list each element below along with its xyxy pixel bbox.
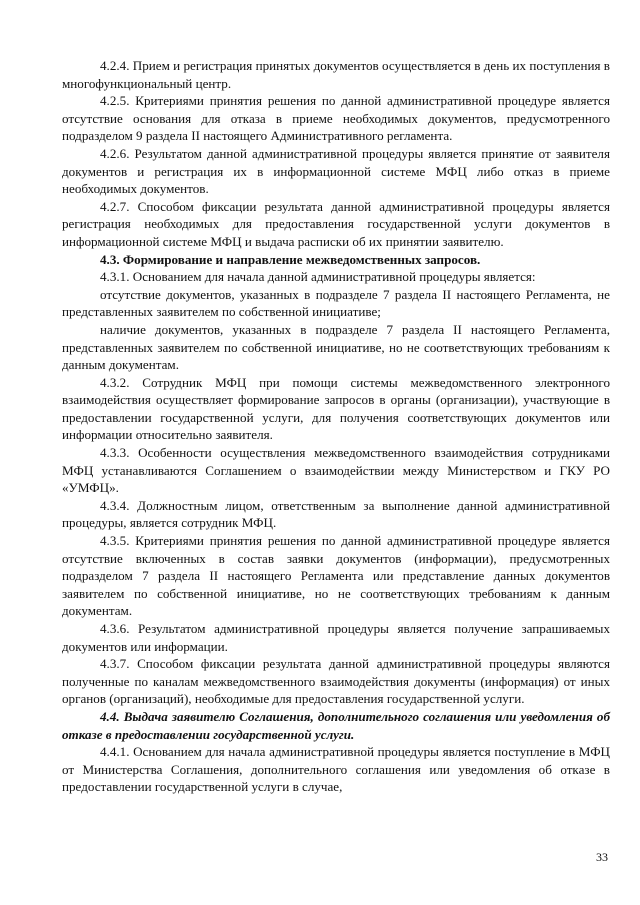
document-page xyxy=(62,57,610,796)
paragraph: 4.3.2. Сотрудник МФЦ при помощи системы межведомственного электронного взаимодействия осуществляет формирование запросов в органы (организации), участвующие в предоставлении государственной услуги, для получения соответствующих документов или информации относительно заявителя. xyxy=(62,374,610,443)
paragraph: 4.3.7. Способом фиксации результата данной административной процедуры являются полученные по каналам межведомственного взаимодействия документы (информация) от иных органов (организаций), необходимые для предоставления государственной услуги. xyxy=(62,656,610,707)
paragraph: 4.3.4. Должностным лицом, ответственным за выполнение данной административной процедуры, является сотрудник МФЦ. xyxy=(62,497,610,531)
page-number: 33 xyxy=(596,850,608,864)
paragraph: отсутствие документов, указанных в подразделе 7 раздела II настоящего Регламента, не представленных заявителем по собственной инициативе; xyxy=(62,286,610,320)
paragraph: 4.3.5. Критериями принятия решения по данной административной процедуре является отсутствие включенных в состав заявки документов (информации), предусмотренных подразделом 7 раздела II настоящего Регламента или представление данных документов заявителем по собственной инициативе, но не соответствующих требованиям к данным документам. xyxy=(62,533,610,619)
section-heading: 4.4. Выдача заявителю Соглашения, дополнительного соглашения или уведомления об отказе в предоставлении государственной услуги. xyxy=(62,708,610,742)
paragraph: 4.3.6. Результатом административной процедуры является получение запрашиваемых документов или информации. xyxy=(62,621,610,654)
paragraph: наличие документов, указанных в подразделе 7 раздела II настоящего Регламента, представленных заявителем по собственной инициативе, но не соответствующих требованиям к данным документам. xyxy=(62,321,610,373)
paragraph: 4.2.7. Способом фиксации результата данной административной процедуры является регистрация необходимых для предоставления государственной услуги документов в информационной системе МФЦ и выдача расписки об их принятии заявителю. xyxy=(62,198,610,249)
paragraph: 4.4.1. Основанием для начала административной процедуры является поступление в МФЦ от Министерства Соглашения, дополнительного соглашения или уведомления об отказе в предоставлении государственной услуги в случае, xyxy=(62,744,610,795)
section-heading: 4.3. Формирование и направление межведомственных запросов. xyxy=(100,251,481,267)
paragraph: 4.3.3. Особенности осуществления межведомственного взаимодействия сотрудниками МФЦ устанавливаются Соглашением о взаимодействии между Министерством и ГКУ РО «УМФЦ». xyxy=(62,445,610,496)
paragraph: 4.2.5. Критериями принятия решения по данной административной процедуре является отсутствие основания для отказа в приеме необходимых документов, предусмотренного подразделом 9 раздела II настоящего Административного регламента. xyxy=(62,93,610,144)
paragraph: 4.2.4. Прием и регистрация принятых документов осуществляется в день их поступления в многофункциональный центр. xyxy=(62,58,610,91)
paragraph: 4.2.6. Результатом данной административной процедуры является принятие от заявителя документов и регистрация их в информационной системе МФЦ либо отказ в приеме необходимых документов. xyxy=(62,145,610,197)
paragraph: 4.3.1. Основанием для начала данной административной процедуры является: xyxy=(100,269,536,285)
